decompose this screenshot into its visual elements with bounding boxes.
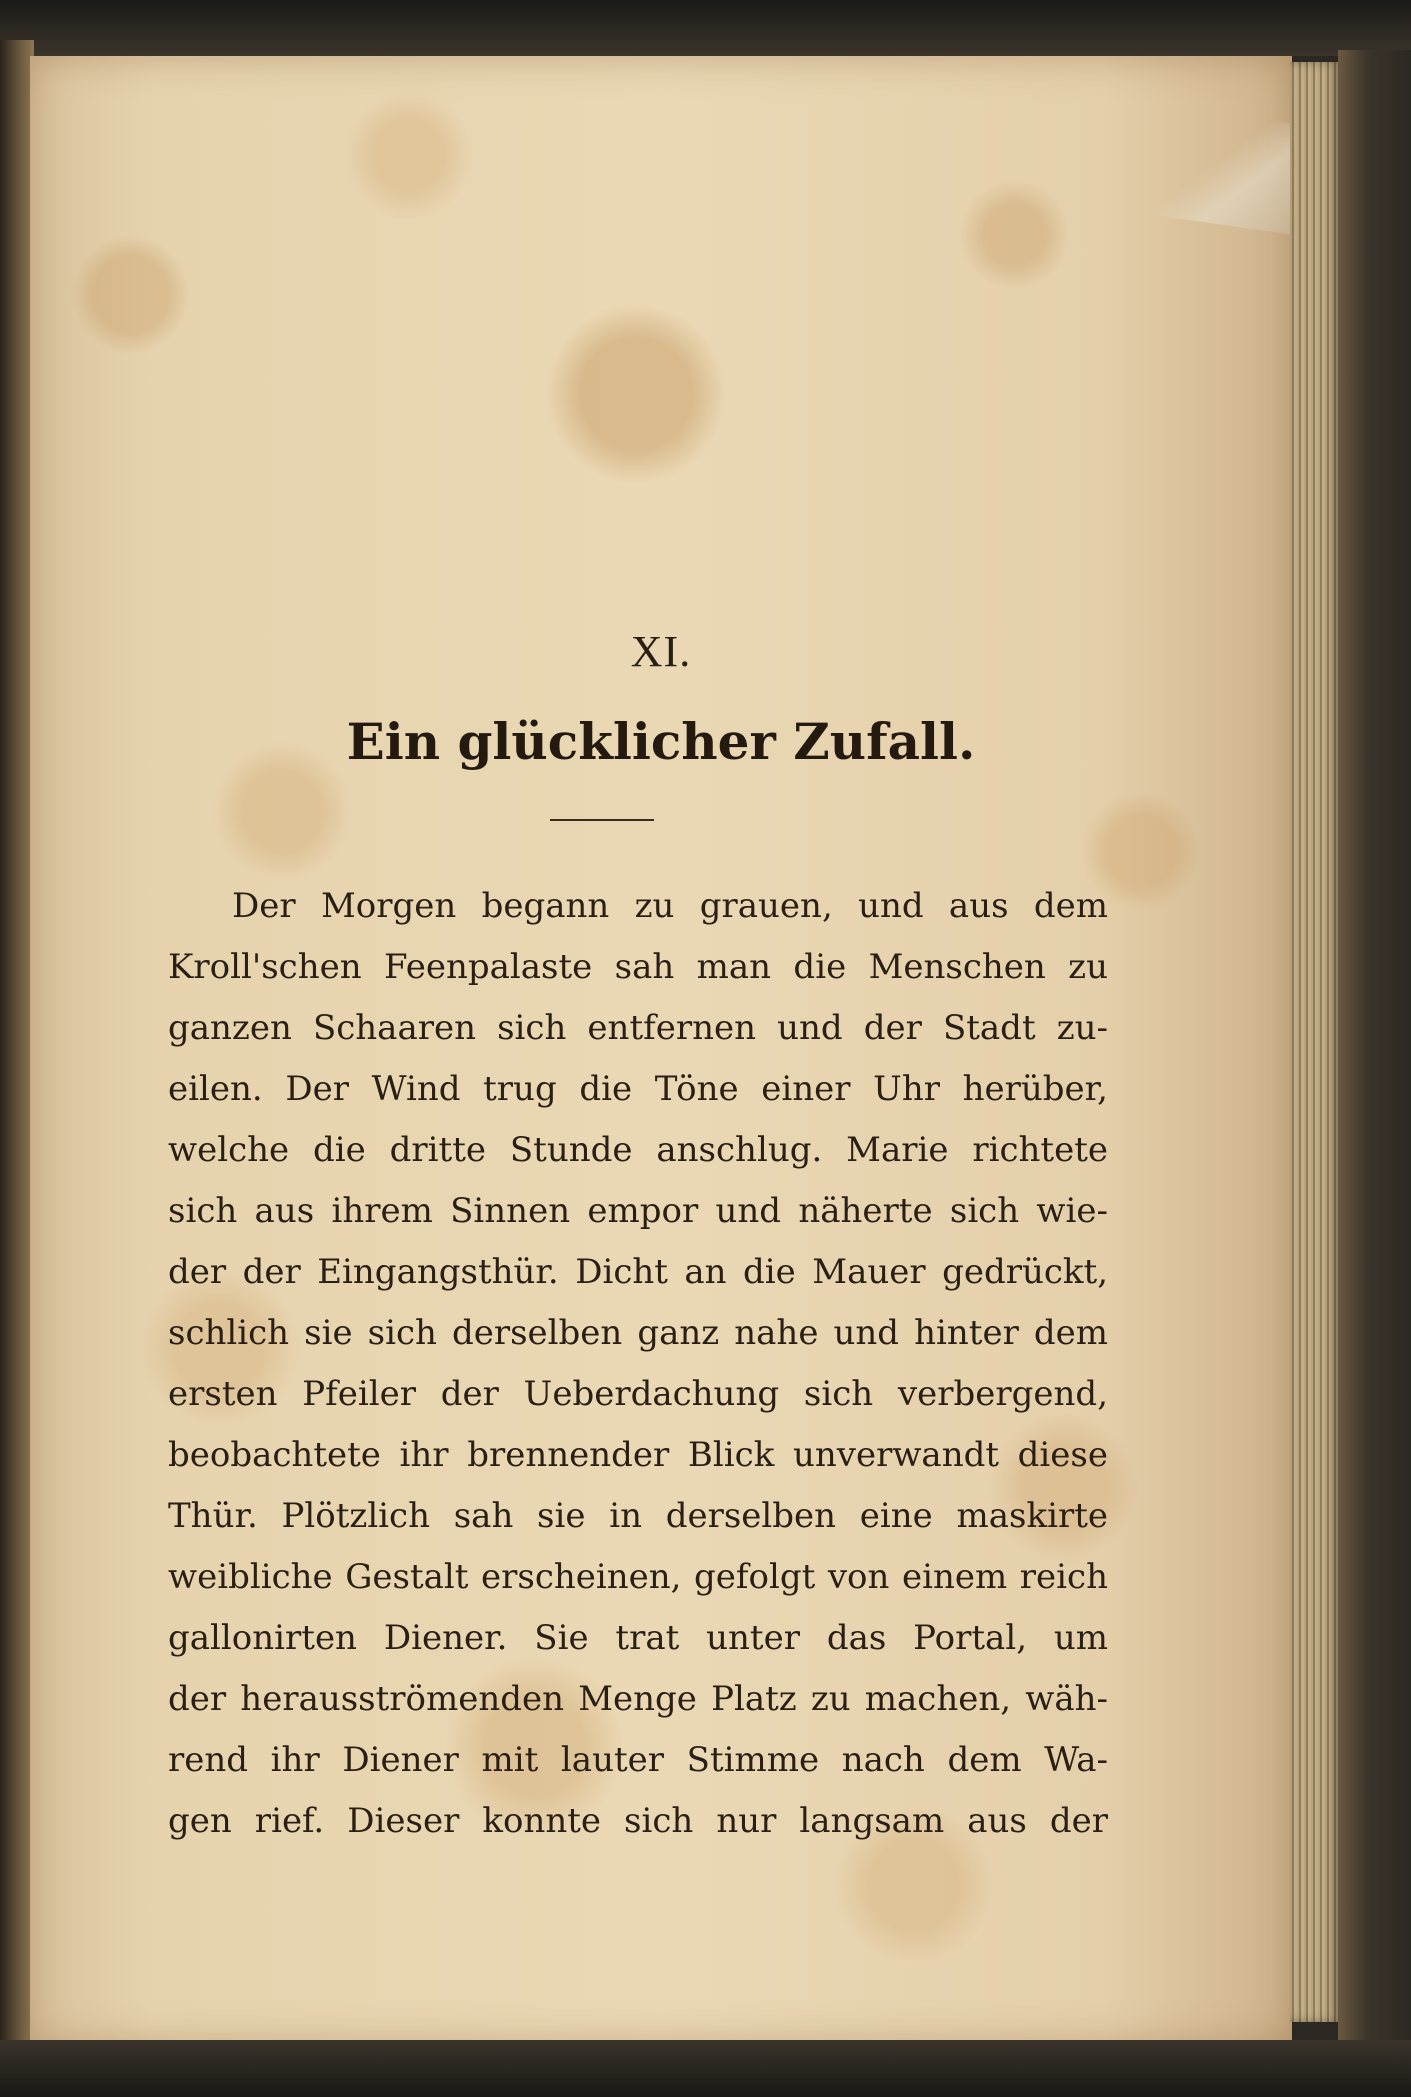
- body-line: Der Morgen begann zu grauen, und aus dem: [232, 886, 1108, 926]
- body-line: Thür. Plötzlich sah sie in derselben eine maskirte: [168, 1496, 1108, 1536]
- scan-background-top: [0, 0, 1411, 56]
- chapter-title: Ein glücklicher Zufall.: [346, 712, 976, 771]
- chapter-number: XI.: [630, 627, 692, 676]
- body-line: der herausströmenden Menge Platz zu machen, wäh-: [168, 1679, 1108, 1719]
- book-cover-edge: [1338, 50, 1411, 2050]
- body-line: Kroll'schen Feenpalaste sah man die Menschen zu: [168, 947, 1108, 987]
- body-line: eilen. Der Wind trug die Töne einer Uhr herüber,: [168, 1069, 1108, 1109]
- page: [30, 56, 1292, 2044]
- scan-background-bottom: [0, 2040, 1411, 2097]
- body-line: ersten Pfeiler der Ueberdachung sich verbergend,: [168, 1374, 1108, 1414]
- body-line: rend ihr Diener mit lauter Stimme nach dem Wa-: [168, 1740, 1108, 1780]
- body-line: beobachtete ihr brennender Blick unverwandt diese: [168, 1435, 1108, 1475]
- body-line: ganzen Schaaren sich entfernen und der Stadt zu-: [168, 1008, 1108, 1048]
- body-line: weibliche Gestalt erscheinen, gefolgt von einem reich: [168, 1557, 1108, 1597]
- book-gutter: [0, 40, 34, 2050]
- body-line: welche die dritte Stunde anschlug. Marie richtete: [168, 1130, 1108, 1170]
- title-divider: [550, 819, 654, 821]
- body-line: gen rief. Dieser konnte sich nur langsam aus der: [168, 1801, 1108, 1841]
- body-line: der der Eingangsthür. Dicht an die Mauer gedrückt,: [168, 1252, 1108, 1292]
- body-text: [168, 876, 1108, 1852]
- page-edges: [1290, 62, 1340, 2022]
- body-line: gallonirten Diener. Sie trat unter das Portal, um: [168, 1618, 1108, 1658]
- body-line: schlich sie sich derselben ganz nahe und hinter dem: [168, 1313, 1108, 1353]
- body-line: sich aus ihrem Sinnen empor und näherte sich wie-: [168, 1191, 1108, 1231]
